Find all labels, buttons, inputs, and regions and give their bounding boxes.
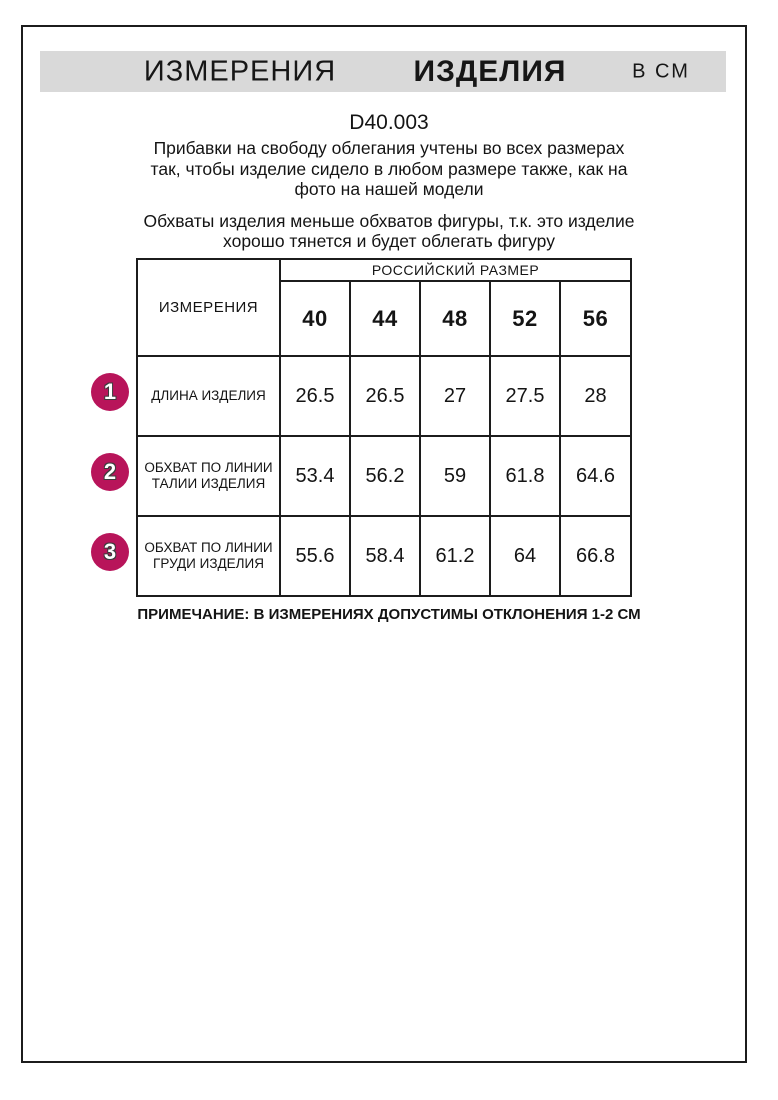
table-group-header: РОССИЙСКИЙ РАЗМЕР (280, 259, 631, 281)
intro-line: Прибавки на свободу облегания учтены во всех размерах (153, 138, 625, 158)
measure-value: 61.2 (420, 516, 490, 596)
size-header: 52 (490, 281, 560, 356)
measure-value: 55.6 (280, 516, 350, 596)
row-number-badge-2 (91, 453, 129, 491)
measure-value: 27 (420, 356, 490, 436)
table-group-row (137, 259, 631, 281)
measure-value: 28 (560, 356, 631, 436)
measure-label: ДЛИНА ИЗДЕЛИЯ (137, 356, 280, 436)
table-row-chest (137, 516, 631, 596)
title-bar (40, 51, 726, 92)
badge-number: 1 (103, 379, 117, 404)
intro-paragraph-fit (134, 138, 644, 200)
intro-line: Обхваты изделия меньше обхватов фигуры, т.к. это изделие (143, 210, 635, 231)
measure-value: 66.8 (560, 516, 631, 596)
table-row-length (137, 356, 631, 436)
measure-value: 26.5 (350, 356, 420, 436)
product-code: D40.003 (349, 111, 429, 134)
title-product: ИЗДЕЛИЯ (413, 54, 567, 88)
measure-value: 59 (420, 436, 490, 516)
size-header: 56 (560, 281, 631, 356)
intro-line: хорошо тянется и будет облегать фигуру (223, 231, 555, 251)
intro-text (134, 138, 644, 263)
table-corner-label: ИЗМЕРЕНИЯ (137, 259, 280, 356)
badge-number: 3 (103, 539, 117, 564)
measure-value: 27.5 (490, 356, 560, 436)
measure-value: 56.2 (350, 436, 420, 516)
measure-value: 64.6 (560, 436, 631, 516)
tolerance-note: ПРИМЕЧАНИЕ: В ИЗМЕРЕНИЯХ ДОПУСТИМЫ ОТКЛОНЕНИЯ 1-2 СМ (137, 606, 641, 623)
intro-line: так, чтобы изделие сидело в любом размере также, как на (150, 158, 628, 179)
size-header: 40 (280, 281, 350, 356)
size-header: 44 (350, 281, 420, 356)
size-table (136, 258, 632, 597)
intro-line: фото на нашей модели (294, 179, 484, 199)
title-measurements: ИЗМЕРЕНИЯ (143, 55, 337, 87)
measure-label: ОБХВАТ ПО ЛИНИИ ГРУДИ ИЗДЕЛИЯ (137, 516, 280, 596)
row-number-badge-1 (91, 373, 129, 411)
row-number-badge-3 (91, 533, 129, 571)
badge-number: 2 (103, 459, 117, 484)
measure-value: 61.8 (490, 436, 560, 516)
measure-label: ОБХВАТ ПО ЛИНИИ ТАЛИИ ИЗДЕЛИЯ (137, 436, 280, 516)
measure-value: 64 (490, 516, 560, 596)
table-row-waist (137, 436, 631, 516)
size-header: 48 (420, 281, 490, 356)
measure-value: 26.5 (280, 356, 350, 436)
measure-value: 58.4 (350, 516, 420, 596)
intro-paragraph-stretch (134, 211, 644, 252)
measure-value: 53.4 (280, 436, 350, 516)
title-unit-cm: В СМ (632, 60, 690, 82)
